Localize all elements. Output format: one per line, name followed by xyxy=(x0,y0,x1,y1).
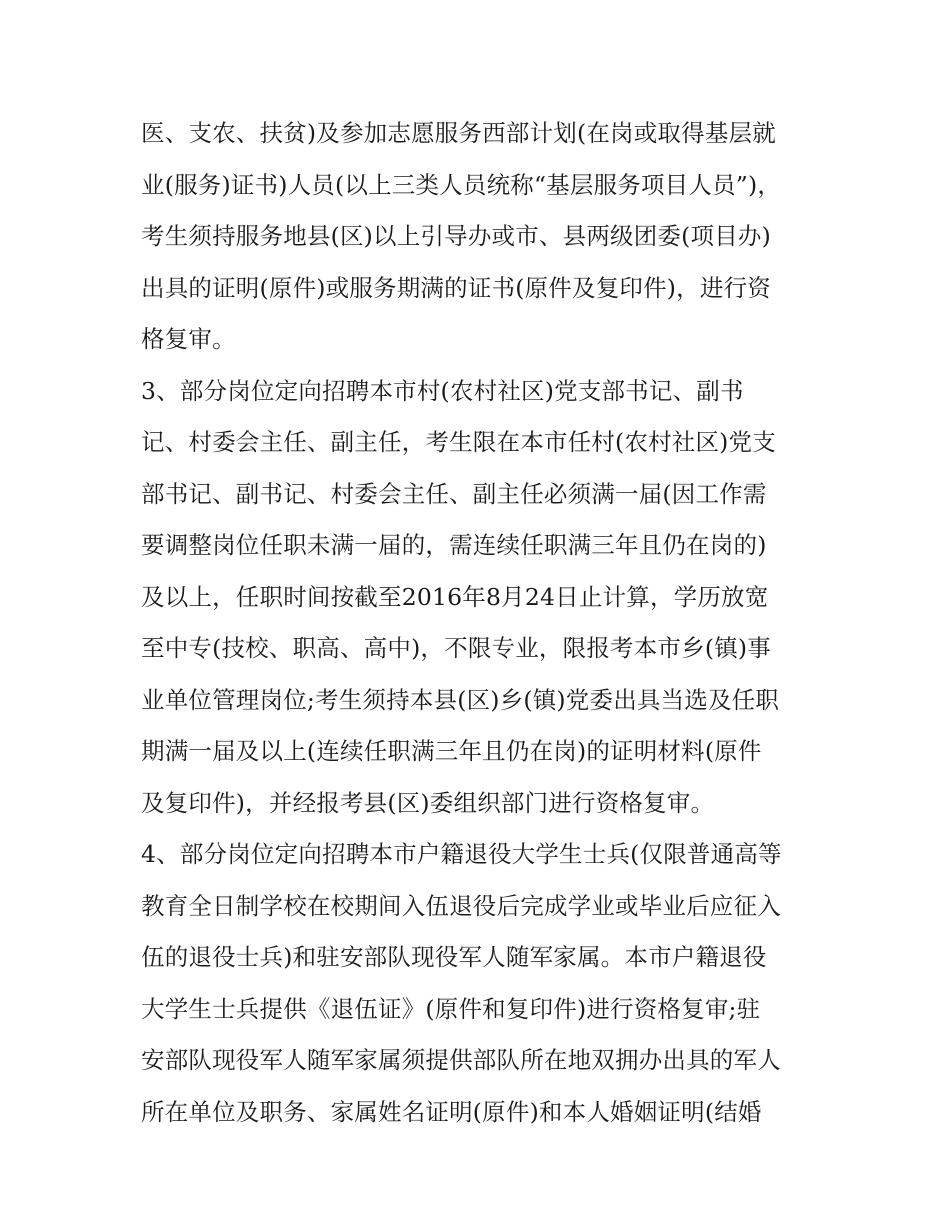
text-line: 部书记、副书记、村委会主任、副主任必须满一届(因工作需 xyxy=(141,479,767,508)
text-line: 业(服务)证书)人员(以上三类人员统称“基层服务项目人员”)， xyxy=(141,170,782,199)
text-line: 及以上，任职时间按截至2016年8月24日止计算，学历放宽 xyxy=(141,582,769,611)
text-line: 及复印件)，并经报考县(区)委组织部门进行资格复审。 xyxy=(141,788,715,817)
text-line: 安部队现役军人随军家属须提供部队所在地双拥办出具的军人 xyxy=(141,1046,781,1074)
text-line: 3、部分岗位定向招聘本市村(农村社区)党支部书记、副书 xyxy=(141,376,744,405)
document-body xyxy=(141,108,821,1138)
text-line: 考生须持服务地县(区)以上引导办或市、县两级团委(项目办) xyxy=(141,222,771,250)
text-line: 业单位管理岗位;考生须持本县(区)乡(镇)党委出具当选及任职 xyxy=(141,685,780,714)
text-line: 至中专(技校、职高、高中)，不限专业，限报考本市乡(镇)事 xyxy=(141,634,771,662)
text-line: 期满一届及以上(连续任职满三年且仍在岗)的证明材料(原件 xyxy=(141,737,762,765)
text-line: 4、部分岗位定向招聘本市户籍退役大学生士兵(仅限普通高等 xyxy=(141,840,782,868)
text-line: 大学生士兵提供《退伍证》(原件和复印件)进行资格复审;驻 xyxy=(141,994,761,1023)
text-line: 出具的证明(原件)或服务期满的证书(原件及复印件)，进行资 xyxy=(141,273,771,302)
text-line: 教育全日制学校在校期间入伍退役后完成学业或毕业后应征入 xyxy=(141,891,781,920)
text-line: 伍的退役士兵)和驻安部队现役军人随军家属。本市户籍退役 xyxy=(141,943,767,971)
text-line: 要调整岗位任职未满一届的，需连续任职满三年且仍在岗的) xyxy=(141,531,767,559)
text-line: 记、村委会主任、副主任，考生限在本市任村(农村社区)党支 xyxy=(141,428,776,456)
text-line: 格复审。 xyxy=(141,325,236,353)
text-line: 医、支农、扶贫)及参加志愿服务西部计划(在岗或取得基层就 xyxy=(141,119,776,147)
text-line: 所在单位及职务、家属姓名证明(原件)和本人婚姻证明(结婚 xyxy=(141,1097,762,1126)
